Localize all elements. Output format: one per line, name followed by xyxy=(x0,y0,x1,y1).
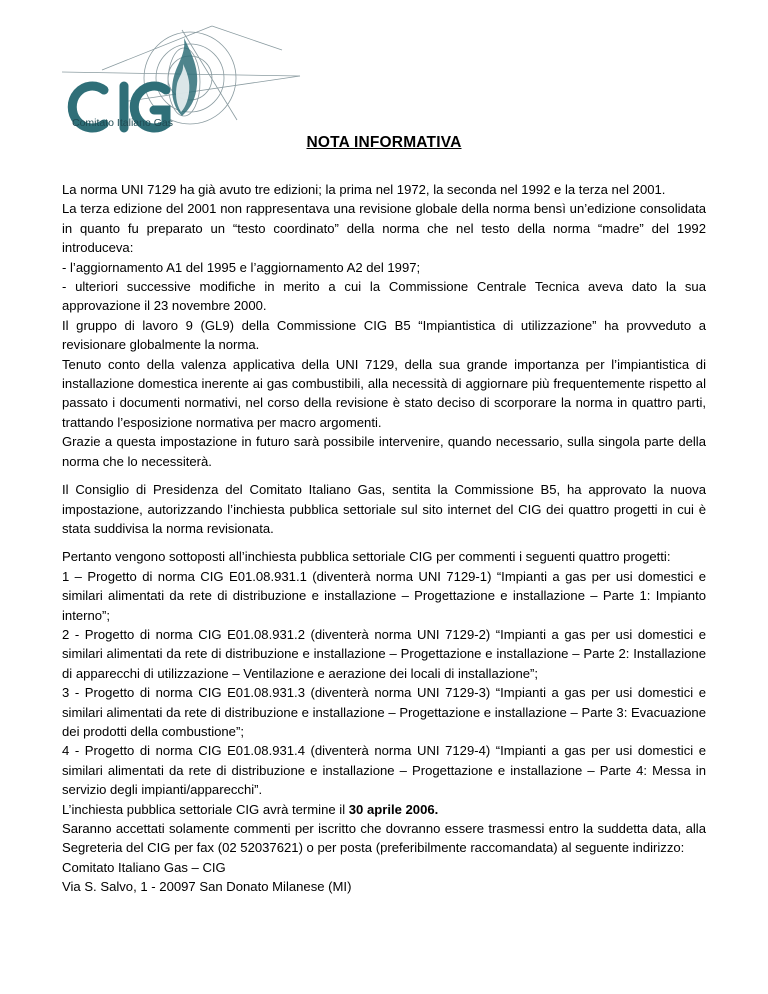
deadline-text: L’inchiesta pubblica settoriale CIG avrà termine il xyxy=(62,801,349,817)
project-item-4: 4 - Progetto di norma CIG E01.08.931.4 (diventerà norma UNI 7129-4) “Impianti a gas per usi domestici e similari alimentati da rete di distribuzione e installazione – Progettazione e installazione – Parte 4: Messa in servizio degli impianti/apparecchi”. xyxy=(62,743,706,798)
document-title: NOTA INFORMATIVA xyxy=(306,134,462,151)
deadline-date: 30 aprile 2006. xyxy=(348,801,439,817)
paragraph-third-edition: La terza edizione del 2001 non rappresentava una revisione globale della norma bensì un’edizione consolidata in quanto fu preparato un “testo coordinato” della norma che nel testo della norma “madre” del 1992 introduceva: xyxy=(62,201,706,256)
paragraph-working-group: Il gruppo di lavoro 9 (GL9) della Commissione CIG B5 “Impiantistica di utilizzazione” ha provveduto a revisionare globalmente la norma. xyxy=(62,317,706,353)
address-line-1: Comitato Italiano Gas – CIG xyxy=(62,859,226,875)
paragraph-comments: Saranno accettati solamente commenti per iscritto che dovranno essere trasmessi entro la suddetta data, alla Segreteria del CIG per fax (02 52037621) o per posta (preferibilmente raccomandata) al seguente indirizzo: xyxy=(62,821,706,856)
logo-caption: Comitato Italiano Gas xyxy=(72,117,173,129)
list-item-amendments: - l’aggiornamento A1 del 1995 e l’aggiornamento A2 del 1997; xyxy=(62,259,421,275)
paragraph-future: Grazie a questa impostazione in futuro sarà possibile intervenire, quando necessario, sulla singola parte della norma che lo necessiterà. xyxy=(62,434,706,469)
paragraph-council: Il Consiglio di Presidenza del Comitato Italiano Gas, sentita la Commissione B5, ha approvato la nuova impostazione, autorizzando l’inchiesta pubblica settoriale sul sito internet del CIG dei quattro progetti in cui è stata suddivisa la norma revisionata. xyxy=(62,482,706,536)
project-item-2: 2 - Progetto di norma CIG E01.08.931.2 (diventerà norma UNI 7129-2) “Impianti a gas per usi domestici e similari alimentati da rete di distribuzione e installazione – Progettazione e installazione – Parte 2: Installazione di apparecchi di utilizzazione – Ventilazione e aerazione dei locali di installazione”; xyxy=(62,626,706,681)
address-line-2: Via S. Salvo, 1 - 20097 San Donato Milanese (MI) xyxy=(62,879,352,895)
paragraph-editions: La norma UNI 7129 ha già avuto tre edizioni; la prima nel 1972, la seconda nel 1992 e la terza nel 2001. xyxy=(62,182,666,197)
paragraph-deadline xyxy=(62,800,706,819)
list-item-modifications: - ulteriori successive modifiche in merito a cui la Commissione Centrale Tecnica aveva dato la sua approvazione il 23 novembre 2000. xyxy=(62,279,706,314)
paragraph-projects-intro: Pertanto vengono sottoposti all’inchiesta pubblica settoriale CIG per commenti i seguenti quattro progetti: xyxy=(62,549,671,565)
project-item-3: 3 - Progetto di norma CIG E01.08.931.3 (diventerà norma UNI 7129-3) “Impianti a gas per usi domestici e similari alimentati da rete di distribuzione e installazione – Progettazione e installazione – Parte 3: Evacuazione dei prodotti della combustione”; xyxy=(62,685,706,739)
project-item-1: 1 – Progetto di norma CIG E01.08.931.1 (diventerà norma UNI 7129-1) “Impianti a gas per usi domestici e similari alimentati da rete di distribuzione e installazione – Progettazione e installazione – Parte 1: Impianto interno”; xyxy=(62,568,706,623)
paragraph-split-parts: Tenuto conto della valenza applicativa della UNI 7129, della sua grande importanza per l’impiantistica di installazione domestica inerente ai gas combustibili, alla necessità di aggiornare più frequentemente rispetto al passato i documenti normativi, nel corso della revisione è stato deciso di scorporare la norma in quattro parti, trattando l’esposizione normativa per macro argomenti. xyxy=(62,356,706,430)
document-body xyxy=(62,180,706,897)
